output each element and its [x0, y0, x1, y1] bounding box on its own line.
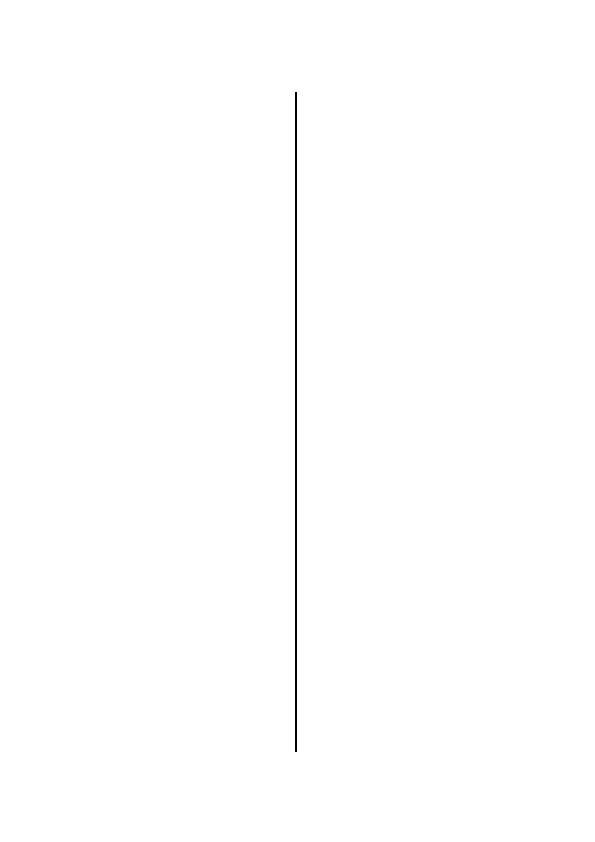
column-divider	[295, 92, 297, 752]
section-gap	[84, 118, 284, 140]
right-column	[304, 96, 516, 158]
section-gap	[304, 102, 516, 124]
left-column	[84, 96, 284, 146]
section-gap	[304, 130, 516, 152]
